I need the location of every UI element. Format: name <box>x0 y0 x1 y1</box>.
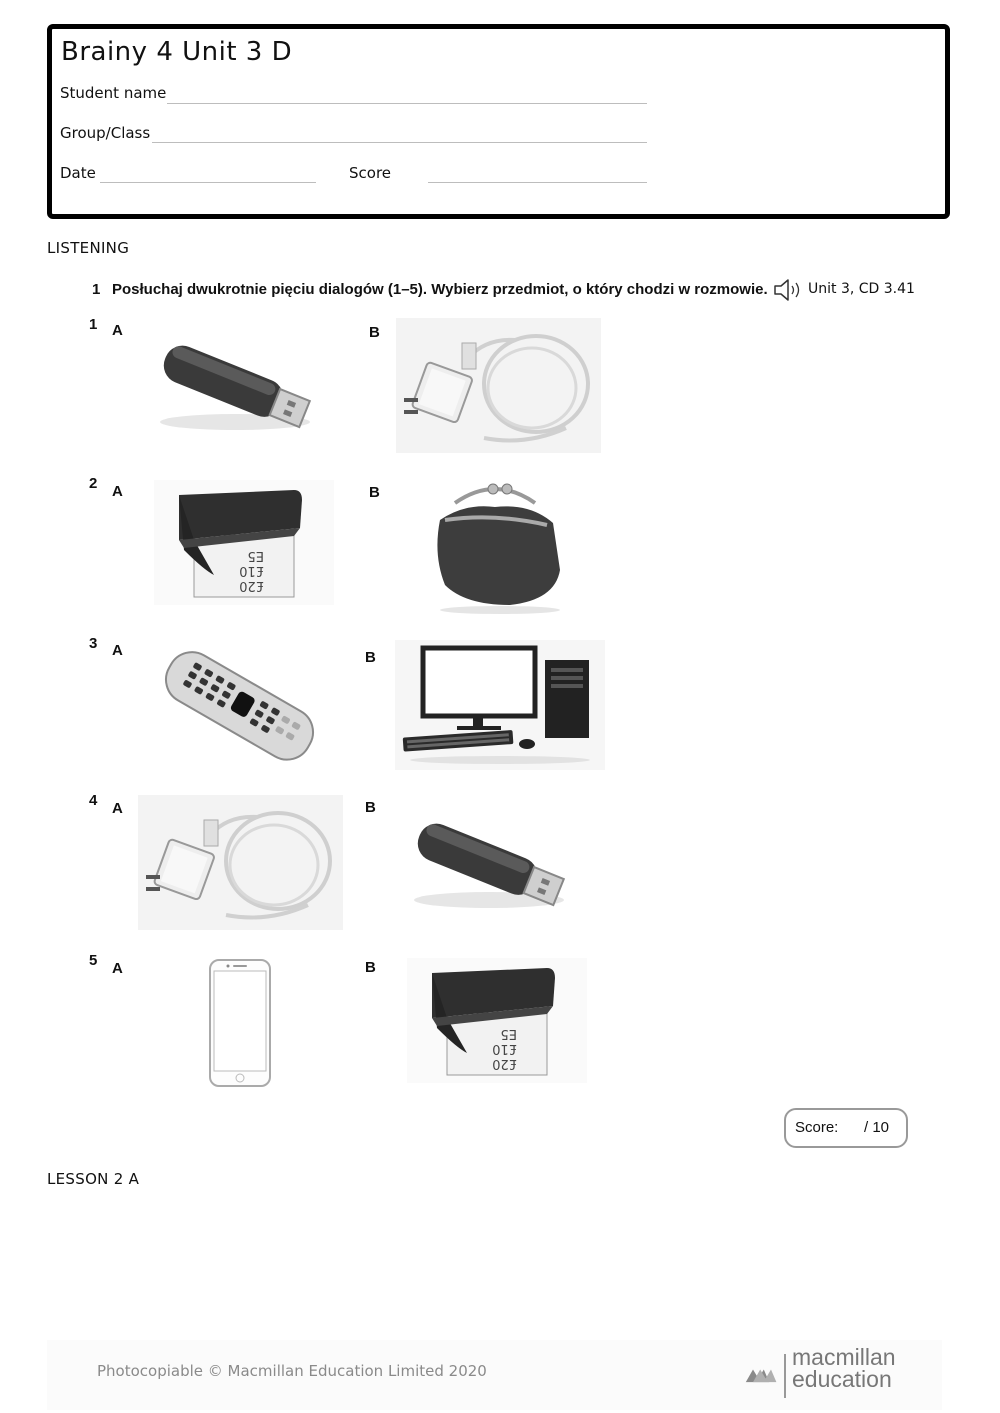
group-class-line <box>152 142 647 143</box>
option-b-label: B <box>365 649 376 666</box>
student-name-line <box>167 103 647 104</box>
date-label: Date <box>60 164 96 182</box>
option-a-label: A <box>112 960 123 977</box>
lesson-section-label: LESSON 2 A <box>47 1170 140 1188</box>
score-box <box>784 1108 908 1148</box>
option-1b-charger-image[interactable] <box>396 318 601 453</box>
option-a-label: A <box>112 322 123 339</box>
option-5b-wallet-image[interactable] <box>407 958 587 1083</box>
option-b-label: B <box>369 324 380 341</box>
exercise-number: 1 <box>92 281 101 298</box>
brand-line-1: macmillan <box>792 1344 896 1370</box>
macmillan-logo-icon <box>744 1360 780 1388</box>
page-footer <box>47 1340 942 1410</box>
option-a-label: A <box>112 483 123 500</box>
option-b-label: B <box>369 484 380 501</box>
student-name-input[interactable] <box>167 79 647 103</box>
option-1a-usb-stick-image[interactable] <box>140 330 320 440</box>
audio-reference: Unit 3, CD 3.41 <box>808 281 915 297</box>
audio-button[interactable] <box>772 277 804 303</box>
score-line <box>428 182 647 183</box>
option-3a-remote-control-image[interactable] <box>155 640 325 770</box>
group-class-label: Group/Class <box>60 124 151 142</box>
date-input[interactable] <box>100 158 316 182</box>
worksheet-title: Brainy 4 Unit 3 D <box>61 37 293 67</box>
option-b-label: B <box>365 959 376 976</box>
question-number-2: 2 <box>89 475 98 492</box>
group-class-input[interactable] <box>152 118 647 142</box>
question-number-3: 3 <box>89 635 98 652</box>
score-label: Score <box>349 164 392 182</box>
score-box-total: / 10 <box>864 1119 890 1136</box>
option-a-label: A <box>112 800 123 817</box>
date-line <box>100 182 316 183</box>
student-name-label: Student name <box>60 84 167 102</box>
score-input[interactable] <box>428 158 647 182</box>
student-info-box <box>47 24 950 219</box>
option-a-label: A <box>112 642 123 659</box>
option-5a-smartphone-image[interactable] <box>207 957 277 1089</box>
option-4a-charger-image[interactable] <box>138 795 343 930</box>
brand-name <box>792 1346 896 1390</box>
listening-section-label: LISTENING <box>47 239 130 257</box>
option-2b-purse-image[interactable] <box>415 475 575 615</box>
option-4b-usb-stick-image[interactable] <box>394 808 574 918</box>
score-box-label: Score: <box>795 1119 839 1136</box>
question-number-4: 4 <box>89 792 98 809</box>
copyright-notice: Photocopiable © Macmillan Education Limited 2020 <box>97 1362 487 1380</box>
option-3b-desktop-computer-image[interactable] <box>395 640 605 770</box>
question-number-1: 1 <box>89 316 98 333</box>
question-number-5: 5 <box>89 952 98 969</box>
option-2a-wallet-image[interactable] <box>154 480 334 605</box>
option-b-label: B <box>365 799 376 816</box>
brand-line-2: education <box>792 1366 892 1392</box>
exercise-instruction: Posłuchaj dwukrotnie pięciu dialogów (1–5). Wybierz przedmiot, o który chodzi w rozmowie. <box>112 281 768 298</box>
speaker-icon <box>772 277 804 303</box>
logo-divider <box>784 1354 786 1398</box>
